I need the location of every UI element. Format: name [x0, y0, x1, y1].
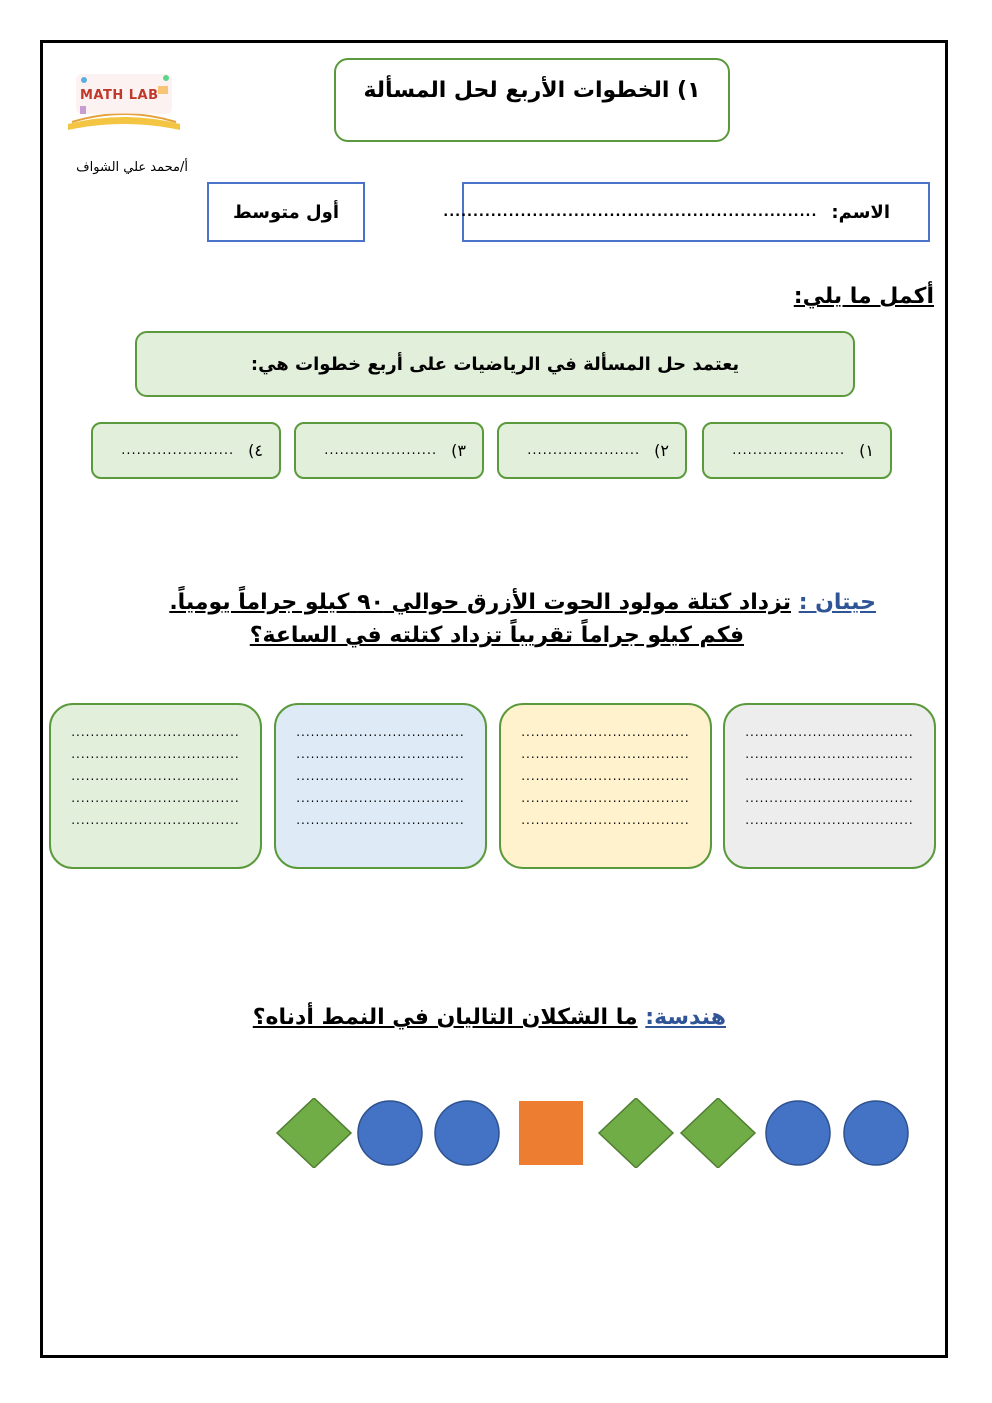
- work-line: ...................................: [71, 747, 240, 761]
- author-name: أ/محمد علي الشواف: [76, 160, 188, 175]
- logo-text: MATH LAB: [80, 88, 159, 103]
- work-line: ...................................: [296, 813, 465, 827]
- work-line: ...................................: [521, 791, 690, 805]
- statement-box: يعتمد حل المسألة في الرياضيات على أربع خطوات هي:: [135, 331, 855, 397]
- work-line: ...................................: [296, 791, 465, 805]
- work-line: ...................................: [745, 747, 914, 761]
- problem-line-1: تزداد كتلة مولود الحوت الأزرق حوالي ٩٠ كيلو جراماً يومياً.: [169, 590, 792, 615]
- work-box-4[interactable]: [49, 703, 262, 869]
- work-line: ...................................: [71, 725, 240, 739]
- step-number: ٢): [654, 441, 669, 460]
- name-label: الاسم:: [831, 201, 890, 223]
- diamond-shape: [599, 1098, 673, 1168]
- step-box-2[interactable]: [497, 422, 687, 479]
- step-dots: ......................: [324, 443, 438, 458]
- step-number: ٣): [451, 441, 466, 460]
- work-line: ...................................: [71, 769, 240, 783]
- circle-shape: [844, 1101, 908, 1165]
- step-box-4[interactable]: [91, 422, 281, 479]
- work-box-3[interactable]: [274, 703, 487, 869]
- grade-level: أول متوسط: [207, 182, 365, 242]
- work-box-1[interactable]: [723, 703, 936, 869]
- problem-text: [80, 586, 876, 652]
- step-number: ٤): [248, 441, 263, 460]
- work-line: ...................................: [296, 725, 465, 739]
- work-line: ...................................: [745, 725, 914, 739]
- step-dots: ......................: [527, 443, 641, 458]
- work-line: ...................................: [296, 769, 465, 783]
- step-number: ١): [859, 441, 874, 460]
- step-box-3[interactable]: [294, 422, 484, 479]
- problem-topic: حيتان :: [798, 590, 876, 615]
- step-dots: ......................: [732, 443, 846, 458]
- work-box-2[interactable]: [499, 703, 712, 869]
- work-line: ...................................: [521, 769, 690, 783]
- step-box-1[interactable]: [702, 422, 892, 479]
- work-line: ...................................: [71, 791, 240, 805]
- square-shape: [519, 1101, 583, 1165]
- work-line: ...................................: [296, 747, 465, 761]
- geometry-topic: هندسة:: [645, 1005, 726, 1030]
- work-line: ...................................: [71, 813, 240, 827]
- shape-pattern: [272, 1098, 912, 1168]
- name-field[interactable]: [443, 182, 930, 242]
- math-lab-logo: [62, 66, 186, 136]
- name-dots: ...............................................................: [443, 204, 818, 220]
- work-line: ...................................: [521, 813, 690, 827]
- geometry-question: [200, 1005, 726, 1030]
- geometry-question-text: ما الشكلان التاليان في النمط أدناه؟: [252, 1005, 638, 1030]
- work-line: ...................................: [521, 725, 690, 739]
- circle-shape: [766, 1101, 830, 1165]
- page-title: ١) الخطوات الأربع لحل المسألة: [334, 58, 730, 142]
- instruction-heading: أكمل ما يلي:: [793, 284, 934, 309]
- problem-line-2: فكم كيلو جراماً تقريباً تزداد كتلته في الساعة؟: [249, 623, 744, 648]
- circle-shape: [435, 1101, 499, 1165]
- work-line: ...................................: [521, 747, 690, 761]
- work-line: ...................................: [745, 769, 914, 783]
- diamond-shape: [277, 1098, 351, 1168]
- diamond-shape: [681, 1098, 755, 1168]
- step-dots: ......................: [121, 443, 235, 458]
- circle-shape: [358, 1101, 422, 1165]
- work-line: ...................................: [745, 813, 914, 827]
- work-line: ...................................: [745, 791, 914, 805]
